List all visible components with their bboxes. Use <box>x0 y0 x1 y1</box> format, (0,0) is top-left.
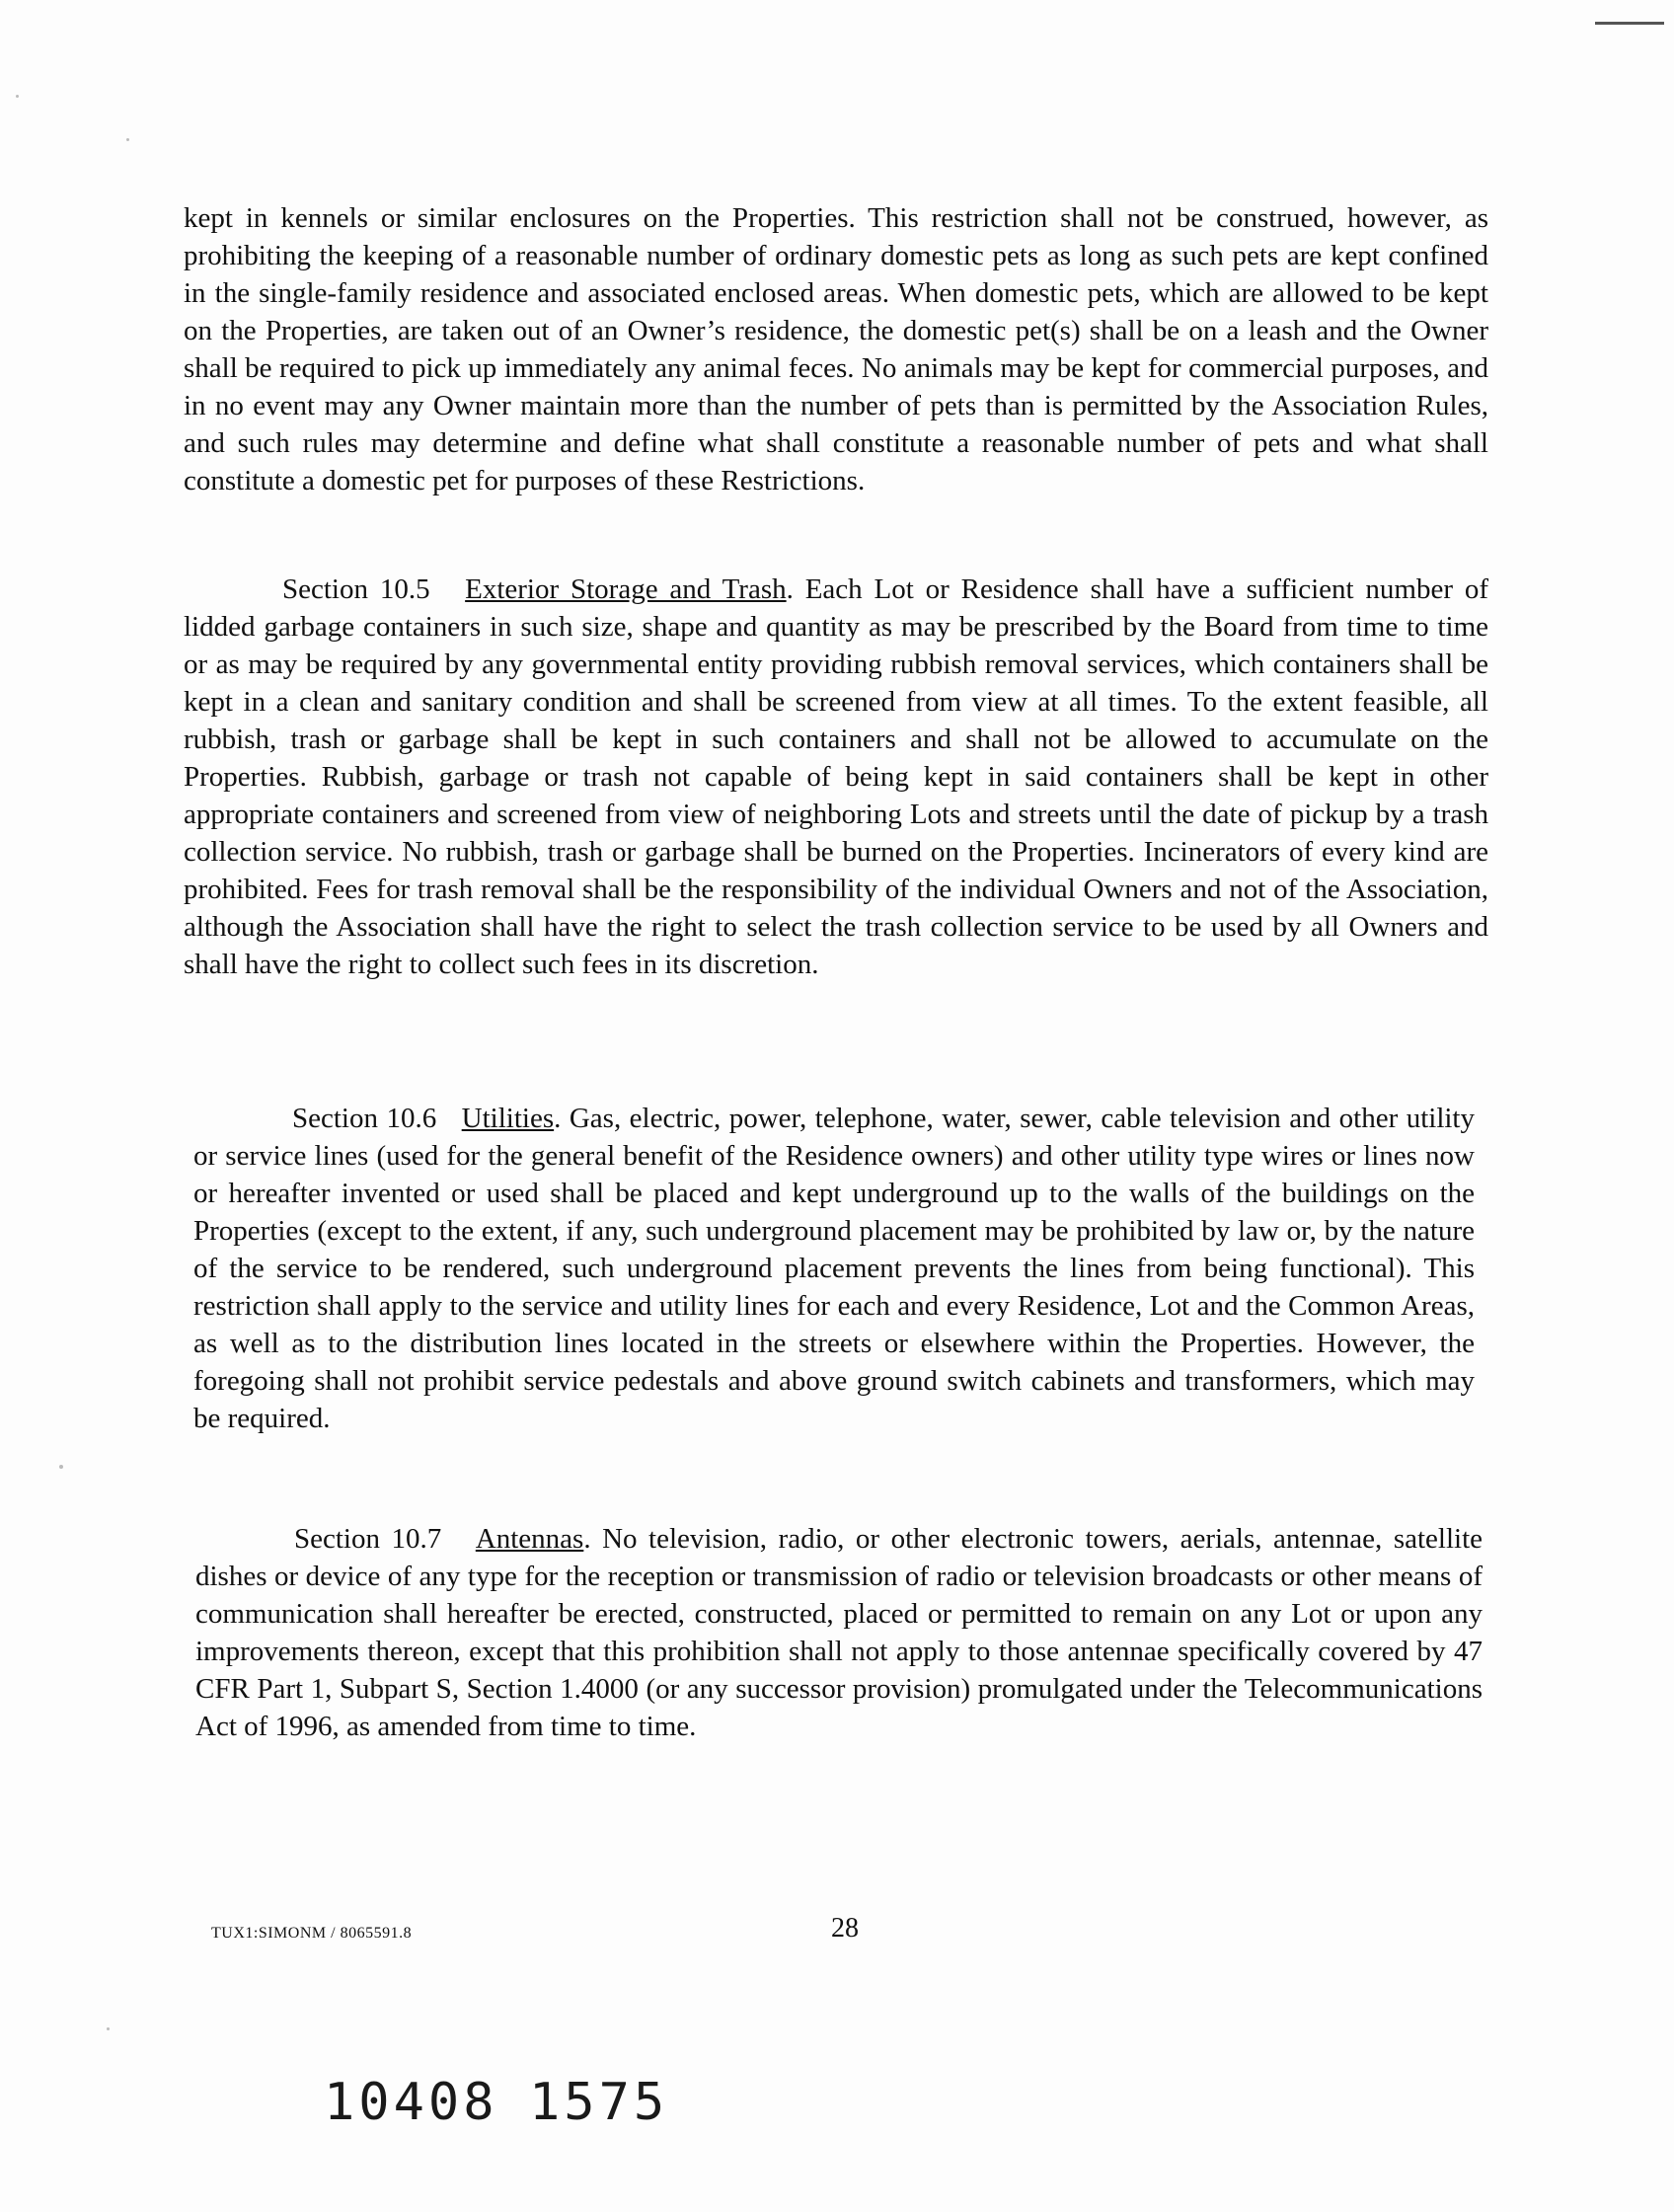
section-body: . Each Lot or Residence shall have a sufficient number of lidded garbage containers in such size, shape and quantity as may be prescribed by the Board from time to time or as may be required by any governmental entity providing rubbish removal services, which containers shall be kept in a clean and sanitary condition and shall be screened from view at all times. To the extent feasible, all rubbish, trash or garbage shall be kept in such containers and shall not be allowed to accumulate on the Properties. Rubbish, garbage or trash not capable of being kept in said containers shall be kept in other appropriate containers and screened from view of neighboring Lots and streets until the date of pickup by a trash collection service. No rubbish, trash or garbage shall be burned on the Properties. Incinerators of every kind are prohibited. Fees for trash removal shall be the responsibility of the individual Owners and not of the Association, although the Association shall have the right to select the trash collection service to be used by all Owners and shall have the right to collect such fees in its discretion. <box>184 573 1488 980</box>
page-number: 28 <box>831 1913 859 1944</box>
section-number: Section 10.5 <box>282 573 430 605</box>
section-body: . No television, radio, or other electronic towers, aerials, antennae, satellite dishes or device of any type for the reception or transmission of radio or television broadcasts or other means of communication shall hereafter be erected, constructed, placed or permitted to remain on any Lot or upon any improvements thereon, except that this prohibition shall not apply to those antennae specifically covered by 47 CFR Part 1, Subpart S, Section 1.4000 (or any successor provision) promulgated under the Telecommunications Act of 1996, as amended from time to time. <box>195 1523 1483 1742</box>
section-heading: Antennas <box>475 1523 584 1555</box>
scan-speck <box>59 1465 63 1469</box>
section-heading: Exterior Storage and Trash <box>465 573 787 605</box>
section-10-7-paragraph <box>195 1520 1483 1745</box>
section-heading: Utilities <box>461 1103 555 1134</box>
scan-speck <box>107 2027 110 2030</box>
scan-speck <box>16 95 19 98</box>
section-10-6-paragraph <box>193 1100 1475 1437</box>
recording-stamp-page: 1575 <box>529 2073 669 2132</box>
section-body: . Gas, electric, power, telephone, water, sewer, cable television and other utility or service lines (used for the general benefit of the Residence owners) and other utility type wires or lines now or hereafter invented or used shall be placed and kept underground up to the walls of the buildings on the Properties (except to the extent, if any, such underground placement may be prohibited by law or, by the nature of the service to be rendered, such underground placement prevents the lines from being functional). This restriction shall apply to the service and utility lines for each and every Residence, Lot and the Common Areas, as well as to the distribution lines located in the streets or elsewhere within the Properties. However, the foregoing shall not prohibit service pedestals and above ground switch cabinets and transformers, which may be required. <box>193 1103 1475 1434</box>
footer-document-code: TUX1:SIMONM / 8065591.8 <box>211 1925 413 1942</box>
paragraph-pets-continued: kept in kennels or similar enclosures on the Properties. This restriction shall not be construed, however, as prohibiting the keeping of a reasonable number of ordinary domestic pets as long as such pets are kept confined in the single-family residence and associated enclosed areas. When domestic pets, which are allowed to be kept on the Properties, are taken out of an Owner’s residence, the domestic pet(s) shall be on a leash and the Owner shall be required to pick up immediately any animal feces. No animals may be kept for commercial purposes, and in no event may any Owner maintain more than the number of pets than is permitted by the Association Rules, and such rules may determine and define what shall constitute a reasonable number of pets and what shall constitute a domestic pet for purposes of these Restrictions. <box>184 202 1488 496</box>
section-number: Section 10.6 <box>292 1103 437 1134</box>
section-10-5-paragraph <box>184 571 1488 983</box>
recording-stamp-book: 10408 <box>324 2073 498 2132</box>
scan-speck <box>126 138 129 141</box>
scan-edge-mark <box>1595 22 1664 25</box>
section-number: Section 10.7 <box>294 1523 442 1555</box>
